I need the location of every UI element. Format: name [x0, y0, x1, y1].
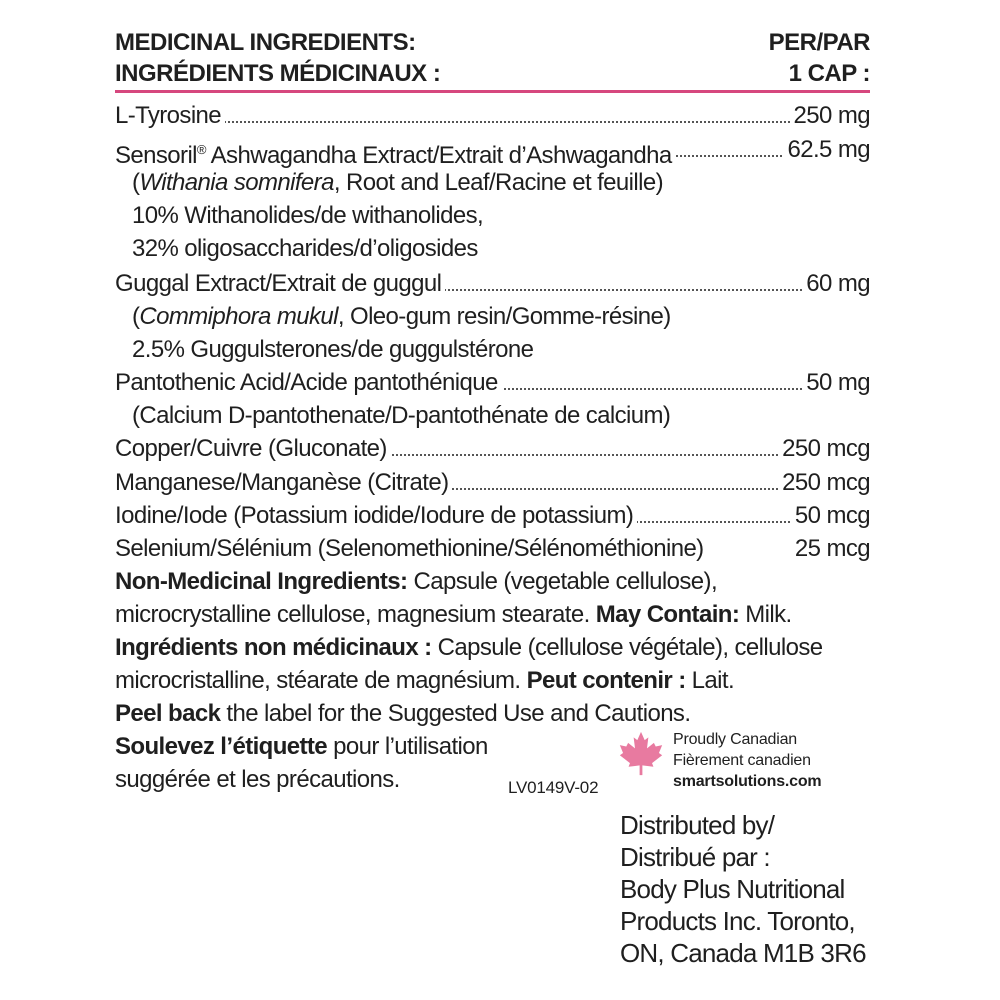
distributor-name: Body Plus Nutritional	[620, 874, 845, 904]
ingredient-amount: 250 mcg	[778, 432, 870, 465]
ingredient-row	[115, 99, 870, 132]
ingredient-name: L-Tyrosine	[115, 99, 225, 132]
ingredient-row	[115, 432, 870, 465]
distribue-par: Distribué par :	[620, 842, 770, 872]
lot-code: LV0149V-02	[508, 778, 599, 797]
website-link[interactable]: smartsolutions.com	[673, 773, 822, 790]
ingredient-name: Iodine/Iode (Potassium iodide/Iodure de potassium)	[115, 499, 637, 532]
ingredient-detail: (Calcium D-pantothenate/D-pantothénate de calcium)	[132, 402, 671, 429]
fierement-canadien: Fièrement canadien	[673, 752, 811, 769]
ingredient-amount: 62.5 mg	[783, 133, 870, 166]
non-medicinal-en-line-1: Non-Medicinal Ingredients: Capsule (vegetable cellulose),	[115, 568, 718, 595]
ingredient-row	[115, 133, 870, 169]
registered-mark: ®	[196, 142, 206, 157]
medicinal-ingredients-heading-en: MEDICINAL INGREDIENTS:	[115, 29, 416, 56]
leader-dots	[115, 121, 870, 123]
ingredient-row	[115, 267, 870, 300]
maple-leaf-icon	[616, 730, 666, 776]
proudly-canadian: Proudly Canadian	[673, 731, 797, 748]
ingredient-name: Manganese/Manganèse (Citrate)	[115, 466, 452, 499]
peel-back-en: Peel back the label for the Suggested Use and Cautions.	[115, 700, 691, 727]
peel-back-fr-line-2: suggérée et les précautions.	[115, 766, 400, 793]
per-par-heading: PER/PAR	[768, 29, 870, 56]
ingredient-detail: 2.5% Guggulsterones/de guggulstérone	[132, 336, 534, 363]
ingredient-amount: 50 mg	[802, 366, 870, 399]
ingredient-name: Guggal Extract/Extrait de guggul	[115, 267, 445, 300]
distributed-by: Distributed by/	[620, 810, 775, 840]
ingredient-row	[115, 532, 870, 565]
distributor-address-1: Products Inc. Toronto,	[620, 906, 855, 936]
non-medicinal-fr-line-2: microcristalline, stéarate de magnésium. Peut contenir : Lait.	[115, 667, 735, 694]
medicinal-ingredients-heading-fr: INGRÉDIENTS MÉDICINAUX :	[115, 60, 441, 87]
header-divider	[115, 90, 870, 93]
ingredient-name: Pantothenic Acid/Acide pantothénique	[115, 366, 502, 399]
ingredient-detail: 10% Withanolides/de withanolides,	[132, 202, 484, 229]
ingredient-name: Selenium/Sélénium (Selenomethionine/Sélénométhionine)	[115, 532, 708, 565]
ingredient-row	[115, 499, 870, 532]
distributor-address-2: ON, Canada M1B 3R6	[620, 938, 866, 968]
ingredient-amount: 250 mcg	[778, 466, 870, 499]
ingredient-detail: (Withania somnifera, Root and Leaf/Racine et feuille)	[132, 169, 663, 196]
non-medicinal-fr-line-1: Ingrédients non médicinaux : Capsule (cellulose végétale), cellulose	[115, 634, 823, 661]
ingredient-amount: 250 mg	[790, 99, 870, 132]
ingredient-detail: 32% oligosaccharides/d’oligosides	[132, 235, 478, 262]
per-cap-heading: 1 CAP :	[788, 60, 870, 87]
non-medicinal-en-line-2: microcrystalline cellulose, magnesium stearate. May Contain: Milk.	[115, 601, 792, 628]
ingredient-name: Sensoril® Ashwagandha Extract/Extrait d’Ashwagandha	[115, 133, 676, 172]
ingredient-row	[115, 366, 870, 399]
ingredient-amount: 60 mg	[802, 267, 870, 300]
ingredient-amount: 50 mcg	[791, 499, 870, 532]
ingredient-detail: (Commiphora mukul, Oleo-gum resin/Gomme-résine)	[132, 303, 671, 330]
ingredient-name: Copper/Cuivre (Gluconate)	[115, 432, 391, 465]
peel-back-fr-line-1: Soulevez l’étiquette pour l’utilisation	[115, 733, 488, 760]
ingredient-row	[115, 466, 870, 499]
ingredient-amount: 25 mcg	[791, 532, 870, 565]
